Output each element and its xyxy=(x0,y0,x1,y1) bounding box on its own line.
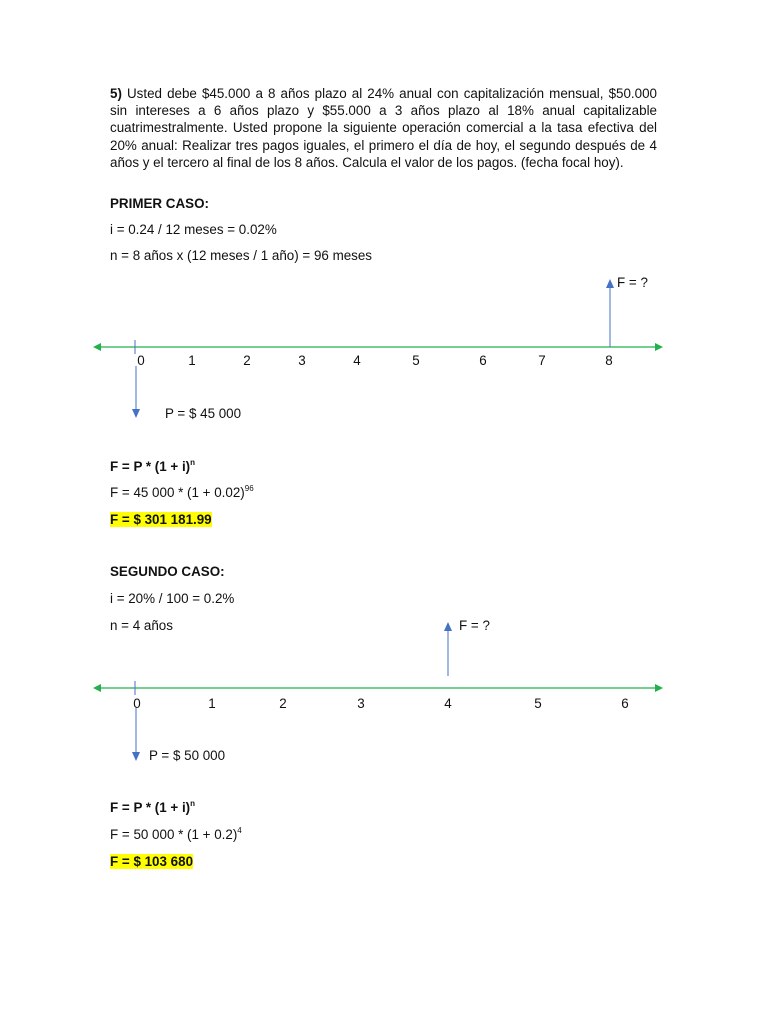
case1-present-arrow-down-icon xyxy=(132,409,140,418)
case2-future-label: F = ? xyxy=(459,618,490,633)
case1-future-arrow-up-icon xyxy=(606,279,614,288)
problem-number: 5) xyxy=(110,86,122,101)
case1-tick-label: 1 xyxy=(188,353,196,368)
case1-present-label: P = $ 45 000 xyxy=(165,406,242,421)
case1-tick-label: 7 xyxy=(538,353,546,368)
case1-tick-label: 0 xyxy=(137,353,145,368)
case2-heading: SEGUNDO CASO: xyxy=(110,564,225,579)
case2-tick-label: 5 xyxy=(534,696,542,711)
case2-rate-line: i = 20% / 100 = 0.2% xyxy=(110,591,235,606)
case2-tick-label: 1 xyxy=(208,696,216,711)
case2-tick-label: 6 xyxy=(621,696,629,711)
case1-tick-label: 8 xyxy=(605,353,613,368)
case2-tick-label: 2 xyxy=(279,696,287,711)
case1-cash-flow-diagram xyxy=(0,270,768,420)
case1-left-arrowhead-icon xyxy=(93,343,101,351)
case2-present-arrow-down-icon xyxy=(132,752,140,761)
case2-n-line: n = 4 años xyxy=(110,618,173,633)
case1-tick-label: 4 xyxy=(353,353,361,368)
case1-heading: PRIMER CASO: xyxy=(110,196,209,211)
case1-tick-label: 5 xyxy=(412,353,420,368)
case2-result: F = $ 103 680 xyxy=(110,854,194,869)
case2-tick-label: 0 xyxy=(133,696,141,711)
case2-future-arrow-up-icon xyxy=(444,622,452,631)
case1-future-label: F = ? xyxy=(617,275,648,290)
case2-cash-flow-diagram xyxy=(0,612,768,762)
case1-rate-line: i = 0.24 / 12 meses = 0.02% xyxy=(110,222,277,237)
case2-tick-label: 4 xyxy=(444,696,452,711)
case2-present-label: P = $ 50 000 xyxy=(149,748,226,763)
case1-result: F = $ 301 181.99 xyxy=(110,512,212,527)
case2-right-arrowhead-icon xyxy=(655,684,663,692)
case1-substitution: F = 45 $000 * (1 + 0.02)^{96}$ xyxy=(110,484,254,500)
case1-tick-label: 3 xyxy=(298,353,306,368)
case1-n-line: n = 8 años x (12 meses / 1 año) = 96 meses xyxy=(110,248,373,263)
problem-text: Usted debe $45.000 a 8 años plazo al 24% anual con capitalización mensual, $50.000 sin intereses a 6 años plazo y $55.000 a 3 años plazo al 18% anual capitalizable cuatrimestralmente. Usted propone la siguiente operación comercial a la tasa efectiva del 20% anual: Realizar tres pagos iguales, el primero el día de hoy, el segundo después de 4 años y el tercero al final de los 8 años. Calcula el valor de los pagos. (fecha focal hoy). xyxy=(110,86,657,170)
case2-formula: $F = P * (1 + i)^n$ xyxy=(110,799,196,815)
case2-tick-label: 3 xyxy=(357,696,365,711)
case1-right-arrowhead-icon xyxy=(655,343,663,351)
case1-tick-label: 2 xyxy=(243,353,251,368)
case2-left-arrowhead-icon xyxy=(93,684,101,692)
problem-statement xyxy=(110,85,657,171)
case1-formula: $F = P * (1 + i)^n$ xyxy=(110,458,196,474)
case2-substitution: F = 50 $000 * (1 + 0.2)^4$ xyxy=(110,826,242,842)
case1-tick-label: 6 xyxy=(479,353,487,368)
